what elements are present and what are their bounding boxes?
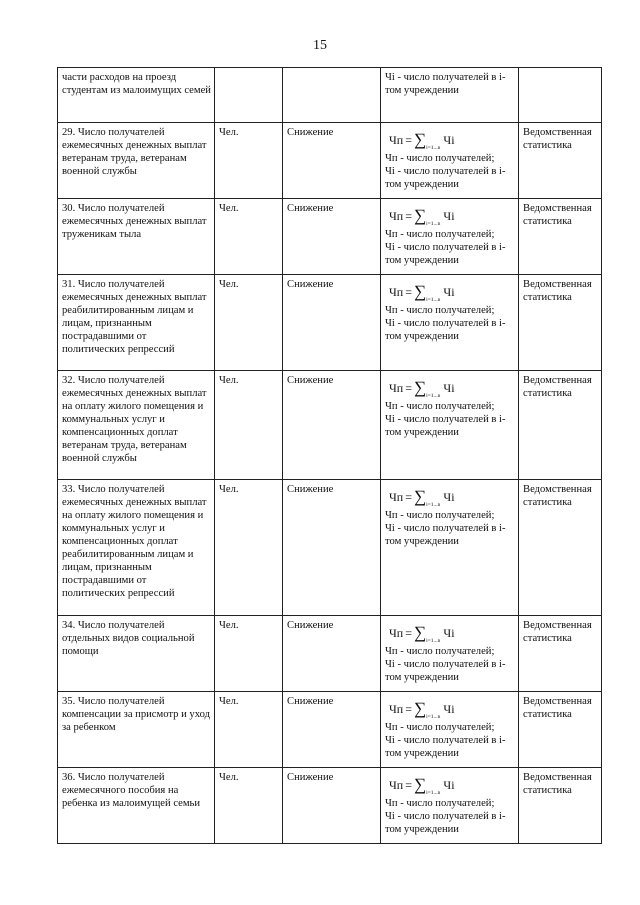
indicator-name-cell: 30. Число получателей ежемесячных денежных выплат труженикам тыла — [58, 199, 215, 275]
variable-definition: Чп - число получателей; — [385, 798, 495, 809]
unit-cell: Чел. — [215, 275, 283, 371]
source-cell: Ведомственная статистика — [519, 199, 602, 275]
formula-lhs: Чп — [389, 778, 404, 792]
formula-rhs: Чi — [443, 285, 455, 299]
source-cell: Ведомственная статистика — [519, 123, 602, 199]
trend-cell — [283, 68, 381, 123]
indicator-name-cell: 33. Число получателей ежемесячных денежных выплат на оплату жилого помещения и коммунальных услуг и компенсационных доплат реабилитированным лицам и лицам, признанным пострадавшими от политических репрессий — [58, 480, 215, 616]
sum-formula — [385, 374, 515, 400]
source-cell: Ведомственная статистика — [519, 275, 602, 371]
formula-equals: = — [405, 702, 413, 716]
formula-rhs: Чi — [443, 490, 455, 504]
unit-cell: Чел. — [215, 692, 283, 768]
formula-lhs: Чп — [389, 490, 404, 504]
indicator-name-cell: 32. Число получателей ежемесячных денежных выплат на оплату жилого помещения и коммунальных услуг и компенсационных доплат ветеранам труда, ветеранам военной службы — [58, 371, 215, 480]
variable-definition: Чi - число получателей в i-том учреждении — [385, 735, 506, 759]
formula-rhs: Чi — [443, 626, 455, 640]
sum-symbol-icon: ∑ — [414, 378, 427, 397]
table-row — [58, 68, 602, 123]
formula-range: i=1...n — [426, 502, 441, 508]
table-row — [58, 480, 602, 616]
unit-cell: Чел. — [215, 199, 283, 275]
formula-range: i=1...n — [426, 221, 441, 227]
formula-rhs: Чi — [443, 778, 455, 792]
sum-formula — [385, 483, 515, 509]
trend-cell: Снижение — [283, 371, 381, 480]
variable-definition: Чi - число получателей в i-том учреждении — [385, 414, 506, 438]
calculation-cell — [381, 275, 519, 371]
formula-equals: = — [405, 285, 413, 299]
trend-cell: Снижение — [283, 616, 381, 692]
variable-definition: Чп - число получателей; — [385, 510, 495, 521]
variable-definition: Чп - число получателей; — [385, 229, 495, 240]
unit-cell — [215, 68, 283, 123]
formula-lhs: Чп — [389, 626, 404, 640]
unit-cell: Чел. — [215, 480, 283, 616]
indicator-name-cell: части расходов на проезд студентам из малоимущих семей — [58, 68, 215, 123]
table-row — [58, 768, 602, 844]
variable-definition: Чп - число получателей; — [385, 305, 495, 316]
formula-range: i=1...n — [426, 297, 441, 303]
calculation-cell — [381, 480, 519, 616]
sum-symbol-icon: ∑ — [414, 699, 427, 718]
indicator-name-cell: 34. Число получателей отдельных видов социальной помощи — [58, 616, 215, 692]
table-row — [58, 199, 602, 275]
formula-rhs: Чi — [443, 702, 455, 716]
table-row — [58, 692, 602, 768]
calculation-cell — [381, 199, 519, 275]
trend-cell: Снижение — [283, 123, 381, 199]
calculation-cell — [381, 616, 519, 692]
page-number: 15 — [313, 38, 327, 53]
source-cell: Ведомственная статистика — [519, 371, 602, 480]
variable-definition: Чi - число получателей в i-том учреждении — [385, 811, 506, 835]
table-row — [58, 123, 602, 199]
variable-definition: Чi - число получателей в i-том учреждении — [385, 166, 506, 190]
trend-cell: Снижение — [283, 199, 381, 275]
trend-cell: Снижение — [283, 692, 381, 768]
source-cell: Ведомственная статистика — [519, 480, 602, 616]
formula-lhs: Чп — [389, 133, 404, 147]
source-cell: Ведомственная статистика — [519, 692, 602, 768]
source-cell — [519, 68, 602, 123]
indicator-name-cell: 31. Число получателей ежемесячных денежных выплат реабилитированным лицам и лицам, признанным пострадавшими от политических репрессий — [58, 275, 215, 371]
sum-symbol-icon: ∑ — [414, 282, 427, 301]
formula-lhs: Чп — [389, 702, 404, 716]
sum-formula — [385, 619, 515, 645]
formula-lhs: Чп — [389, 209, 404, 223]
formula-equals: = — [405, 133, 413, 147]
variable-definition: Чi - число получателей в i-том учреждении — [385, 318, 506, 342]
formula-lhs: Чп — [389, 285, 404, 299]
indicator-name-cell: 29. Число получателей ежемесячных денежных выплат ветеранам труда, ветеранам военной службы — [58, 123, 215, 199]
variable-definition: Чп - число получателей; — [385, 401, 495, 412]
sum-formula — [385, 278, 515, 304]
calculation-cell — [381, 768, 519, 844]
unit-cell: Чел. — [215, 371, 283, 480]
variable-definition: Чi - число получателей в i-том учреждении — [385, 523, 506, 547]
sum-symbol-icon: ∑ — [414, 775, 427, 794]
source-cell: Ведомственная статистика — [519, 616, 602, 692]
formula-range: i=1...n — [426, 714, 441, 720]
table-row — [58, 616, 602, 692]
sum-formula — [385, 202, 515, 228]
formula-range: i=1...n — [426, 638, 441, 644]
formula-rhs: Чi — [443, 133, 455, 147]
calculation-cell — [381, 123, 519, 199]
variable-definition: Чi - число получателей в i-том учреждении — [385, 72, 506, 96]
indicator-name-cell: 36. Число получателей ежемесячного пособия на ребенка из малоимущей семьи — [58, 768, 215, 844]
unit-cell: Чел. — [215, 123, 283, 199]
trend-cell: Снижение — [283, 275, 381, 371]
unit-cell: Чел. — [215, 616, 283, 692]
unit-cell: Чел. — [215, 768, 283, 844]
formula-rhs: Чi — [443, 209, 455, 223]
calculation-cell — [381, 371, 519, 480]
indicators-table — [57, 67, 602, 844]
indicator-name-cell: 35. Число получателей компенсации за присмотр и уход за ребенком — [58, 692, 215, 768]
sum-symbol-icon: ∑ — [414, 130, 427, 149]
variable-definition: Чп - число получателей; — [385, 646, 495, 657]
formula-equals: = — [405, 209, 413, 223]
sum-formula — [385, 695, 515, 721]
calculation-cell — [381, 68, 519, 123]
variable-definition: Чi - число получателей в i-том учреждении — [385, 242, 506, 266]
source-cell: Ведомственная статистика — [519, 768, 602, 844]
calculation-cell — [381, 692, 519, 768]
formula-equals: = — [405, 626, 413, 640]
sum-formula — [385, 771, 515, 797]
table-row — [58, 275, 602, 371]
formula-lhs: Чп — [389, 381, 404, 395]
sum-symbol-icon: ∑ — [414, 623, 427, 642]
formula-equals: = — [405, 490, 413, 504]
formula-rhs: Чi — [443, 381, 455, 395]
sum-symbol-icon: ∑ — [414, 206, 427, 225]
formula-equals: = — [405, 778, 413, 792]
variable-definition: Чi - число получателей в i-том учреждении — [385, 659, 506, 683]
formula-range: i=1...n — [426, 790, 441, 796]
trend-cell: Снижение — [283, 768, 381, 844]
sum-formula — [385, 126, 515, 152]
indicators-table-body — [58, 68, 602, 844]
formula-equals: = — [405, 381, 413, 395]
variable-definition: Чп - число получателей; — [385, 153, 495, 164]
trend-cell: Снижение — [283, 480, 381, 616]
table-row — [58, 371, 602, 480]
formula-range: i=1...n — [426, 145, 441, 151]
variable-definition: Чп - число получателей; — [385, 722, 495, 733]
sum-symbol-icon: ∑ — [414, 487, 427, 506]
formula-range: i=1...n — [426, 393, 441, 399]
